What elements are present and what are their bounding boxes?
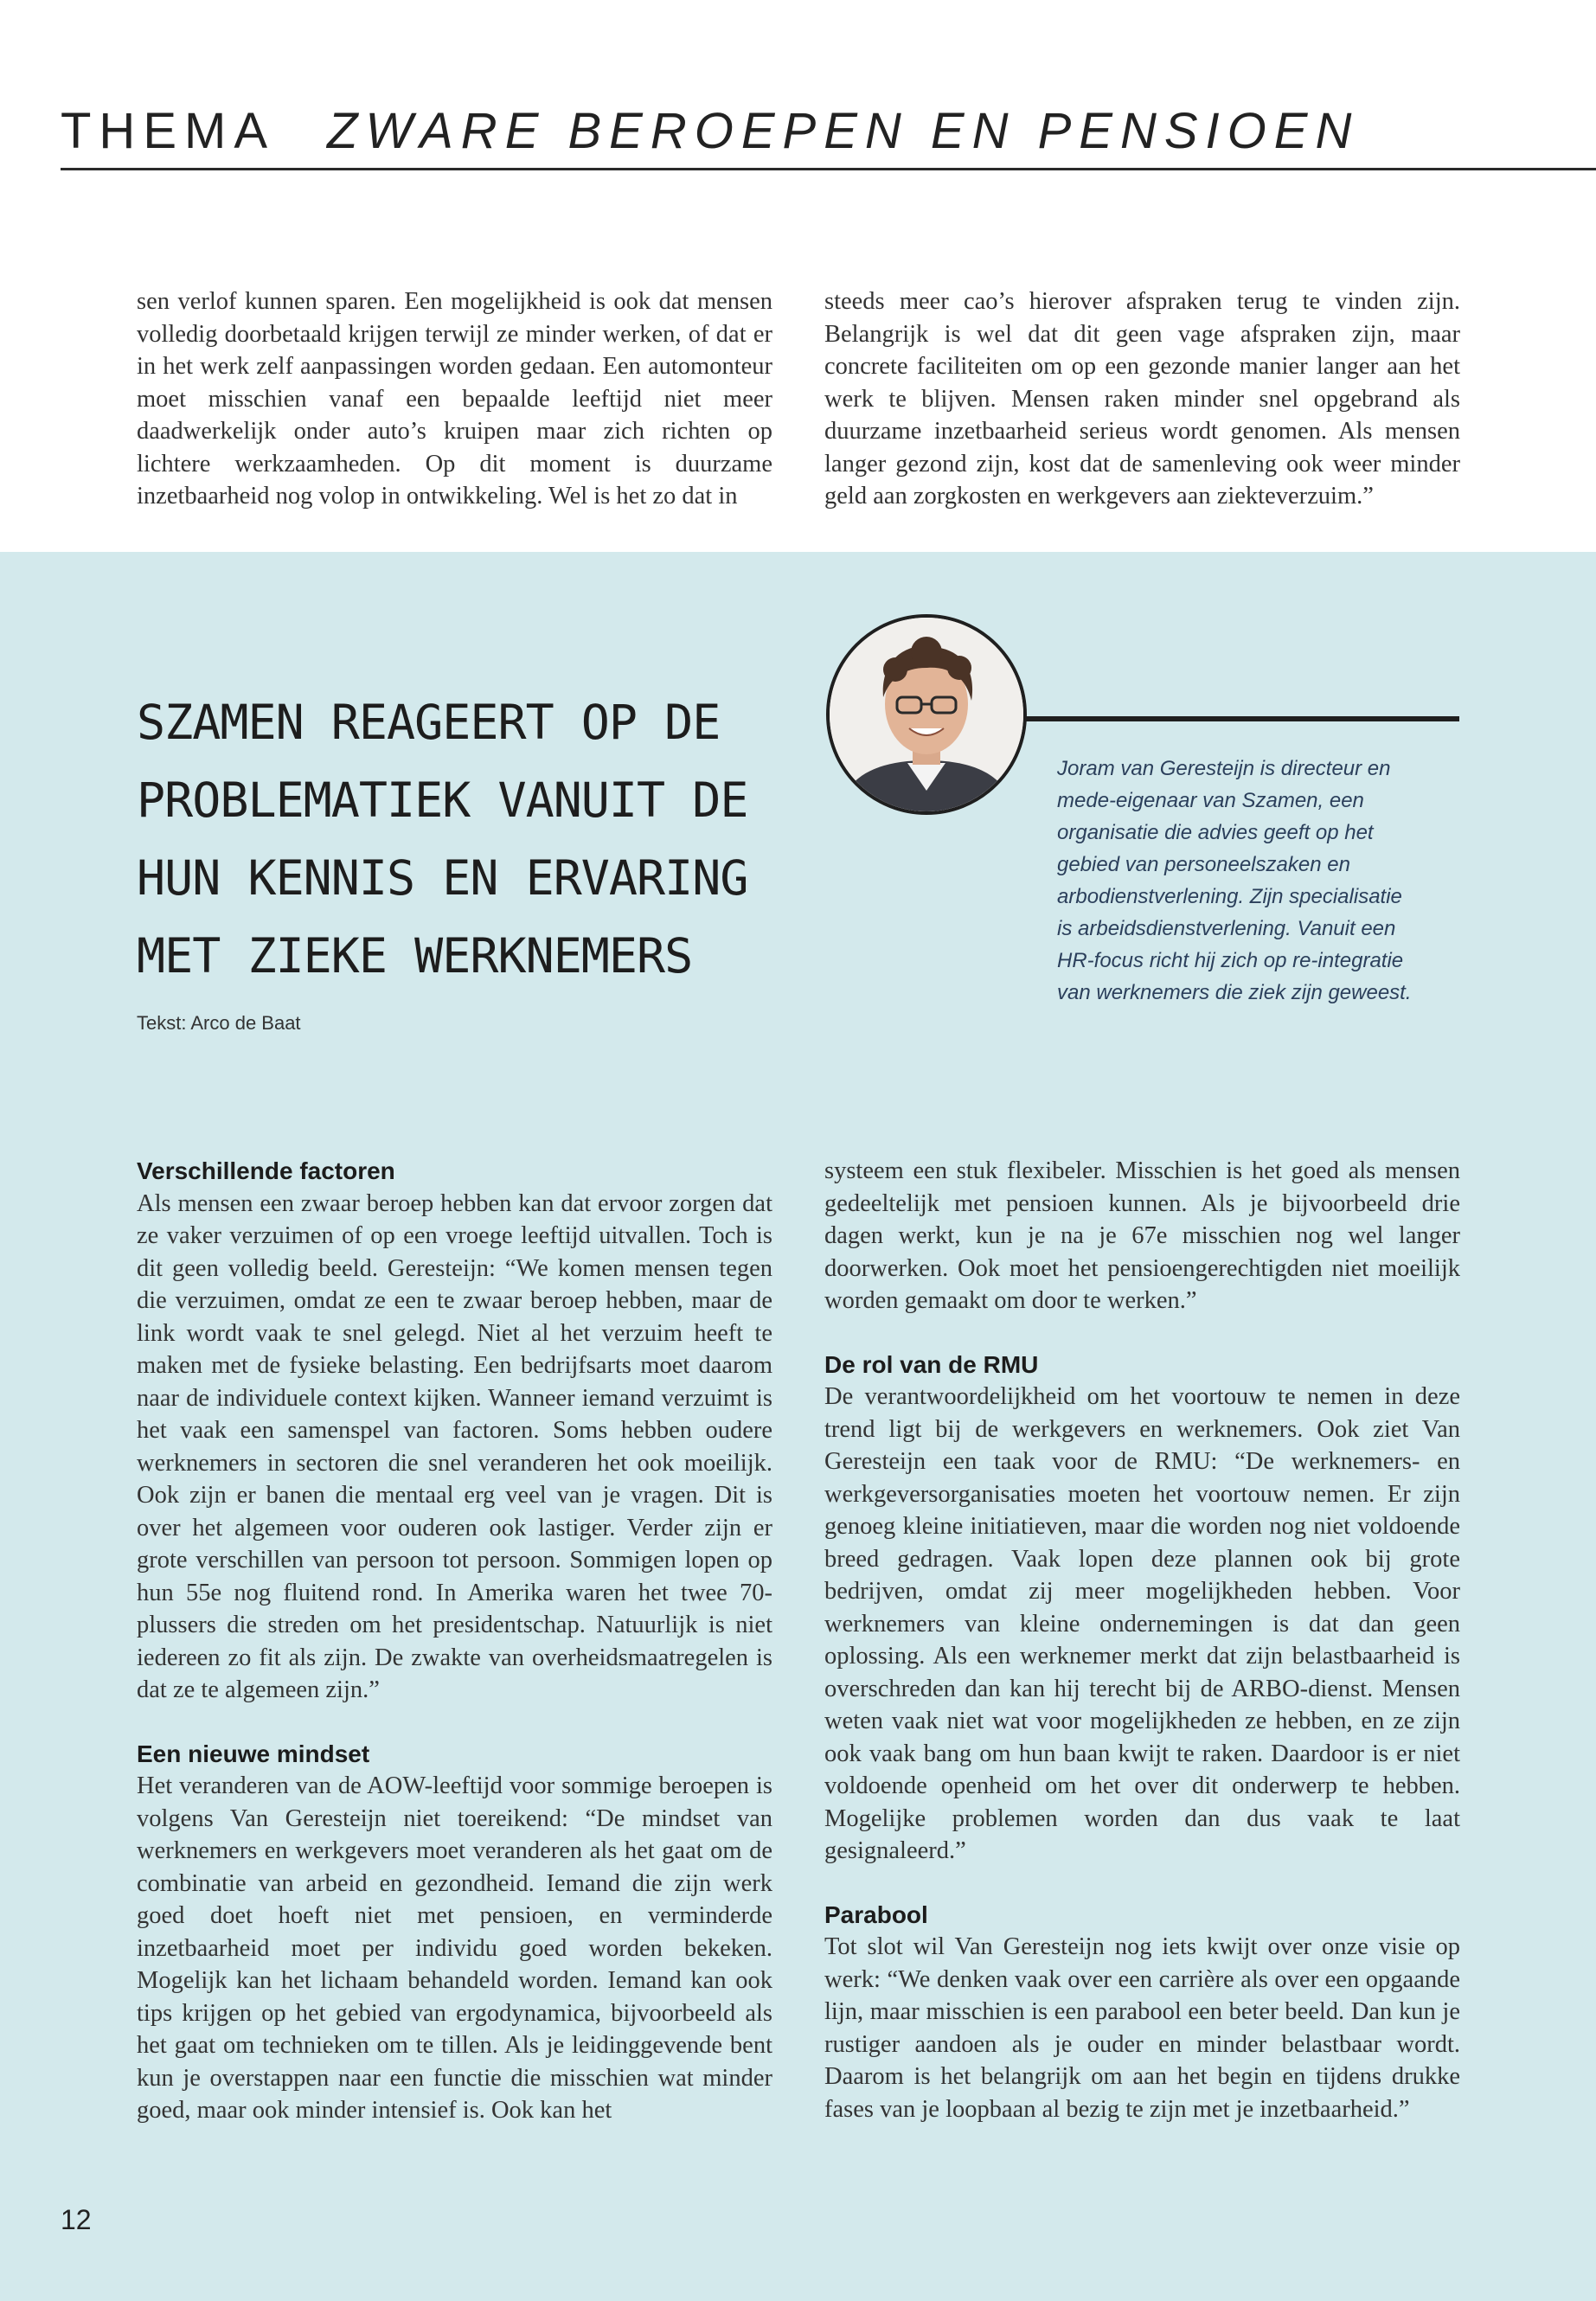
feature-title-line: SZAMEN REAGEERT OP DE [137,695,721,750]
article-paragraph: Als mensen een zwaar beroep hebben kan dat ervoor zorgen dat ze vaker verzuimen of op een vroege leeftijd uitvallen. Toch is dit geen volledig beeld. Geresteijn: “We komen mensen tegen die verzuimen, omdat ze een te zwaar beroep hebben, maar de link wordt vaak te snel gelegd. Niet al het verzuim heeft te maken met de fysieke belasting. Een bedrijfsarts moet daarom naar de individuele context kijken. Wanneer iemand verzuimt is het vaak een samenspel van factoren. Soms hebben oudere werknemers in sectoren die snel veranderen het ook moeilijk. Ook zijn er banen die mentaal erg veel van je vragen. Dit is over het algemeen voor ouderen ook lastiger. Verder zijn er grote verschillen van persoon tot persoon. Sommigen lopen op hun 55e nog fluitend rond. In Amerika waren het twee 70-plussers die streden om het presidentschap. Natuurlijk is niet iedereen zo fit als zijn. De zwakte van overheidsmaatregelen is dat ze te algemeen zijn.” [137,1189,772,1703]
bio-line: HR-focus richt hij zich op re-integratie [1057,949,1404,972]
portrait-illustration [830,618,1023,811]
feature-title [137,683,811,995]
article-paragraph: De verantwoordelijkheid om het voortouw te nemen in deze trend ligt bij de werkgevers en werknemers. Ook ziet Van Geresteijn een taak voor de RMU: “De werknemers- en werkgeversorganisaties moeten het voortouw nemen. Er zijn genoeg kleine initiatieven, maar die worden nog niet voldoende breed gedragen. Vaak lopen deze plannen ook bij grote bedrijven, omdat zij meer mogelijkheden hebben. Voor werknemers van kleine ondernemingen is dat dan geen oplossing. Als een werknemer merkt dat zijn belastbaarheid is overschreden dan kan hij terecht bij de ARBO-dienst. Mensen weten vaak niet wat voor mogelijkheden ze hebben, en ze zijn ook vaak bang om hun baan kwijt te raken. Daardoor is er niet voldoende openheid om het over dit onderwerp te hebben. Mogelijke problemen worden dan dus vaak te laat gesignaleerd.” [824,1383,1460,1864]
bio-line: mede-eigenaar van Szamen, een [1057,789,1364,812]
feature-title-line: PROBLEMATIEK VANUIT DE [137,772,748,828]
article-paragraph: Het veranderen van de AOW-leeftijd voor sommige beroepen is volgens Van Geresteijn niet toereikend: “De mindset van werknemers en werkgevers moet veranderen als het gaat om de combinatie van arbeid en gezondheid. Iemand die zijn werk goed doet hoeft niet met pensioen, en verminderde inzetbaarheid moet per individu goed worden bekeken. Mogelijk kan het lichaam behandeld worden. Iemand kan ook tips krijgen op het gebied van ergodynamica, bijvoorbeeld als het gaat om technieken om te tillen. Als je leidinggevende bent kun je overstappen naar een functie die misschien wat minder goed, maar ook minder intensief is. Ook kan het [137,1772,772,2124]
intro-paragraph-right: steeds meer cao’s hierover afspraken terug te vinden zijn. Belangrijk is wel dat dit geen vage afspraken zijn, maar concrete faciliteiten om op een gezonde manier langer aan het werk te blijven. Mensen raken minder snel opgebrand als duurzame inzetbaarheid serieus wordt genomen. Als mensen langer gezond zijn, kost dat de samenleving ook weer minder geld aan zorgkosten en werkgevers aan ziekteverzuim.” [824,288,1460,510]
page-number: 12 [61,2204,92,2235]
bio-line: gebied van personeelszaken en [1057,853,1350,876]
article-paragraph: Tot slot wil Van Geresteijn nog iets kwijt over onze visie op werk: “We denken vaak over een carrière als over een opgaande lijn, maar misschien is een parabool een beter beeld. Dan kun je rustiger aandoen als je ouder en minder belastbaar wordt. Daarom is het belangrijk om aan het begin en tijdens drukke fases van je loopbaan al bezig te zijn met je inzetbaarheid.” [824,1933,1460,2123]
header-rule [61,168,1596,170]
bio-line: van werknemers die ziek zijn geweest. [1057,981,1412,1004]
feature-title-line: MET ZIEKE WERKNEMERS [137,928,693,984]
portrait-photo [826,614,1027,815]
bio-line: is arbeidsdienstverlening. Vanuit een [1057,917,1396,940]
portrait-rule [1023,716,1459,721]
feature-title-line: HUN KENNIS EN ERVARING [137,850,748,906]
subheading-rol-rmu: De rol van de RMU [824,1350,1039,1378]
bio-line: organisatie die advies geeft op het [1057,821,1374,844]
section-label: THEMA [61,103,275,159]
intro-column-right [824,285,1460,513]
article-column-right [824,1155,1460,2125]
article-column-left [137,1155,772,2127]
section-title: ZWARE BEROEPEN EN PENSIOEN [327,103,1360,159]
intro-paragraph-left: sen verlof kunnen sparen. Een mogelijkheid is ook dat mensen volledig doorbetaald krijgen terwijl ze minder werken, of dat er in het werk zelf aanpassingen worden gedaan. Een automonteur moet misschien vanaf een bepaalde leeftijd niet meer daadwerkelijk onder auto’s kruipen maar zich richten op lichtere werkzaamheden. Op dit moment is duurzame inzetbaarheid nog volop in ontwikkeling. Wel is het zo dat in [137,288,772,510]
subheading-nieuwe-mindset: Een nieuwe mindset [137,1740,370,1767]
author-bio [1057,753,1490,1009]
article-paragraph: systeem een stuk flexibeler. Misschien is het goed als mensen gedeeltelijk met pensioen kunnen. Als je bijvoorbeeld drie dagen werkt, kun je na je 67e misschien nog wel langer doorwerken. Ook moet het pensioengerechtigden niet moeilijk worden gemaakt om door te werken.” [824,1157,1460,1314]
bio-line: Joram van Geresteijn is directeur en [1057,757,1391,780]
byline: Tekst: Arco de Baat [137,1012,301,1034]
subheading-parabool: Parabool [824,1900,928,1928]
subheading-verschillende-factoren: Verschillende factoren [137,1157,395,1184]
bio-line: arbodienstverlening. Zijn specialisatie [1057,885,1402,908]
intro-column-left [137,285,772,513]
